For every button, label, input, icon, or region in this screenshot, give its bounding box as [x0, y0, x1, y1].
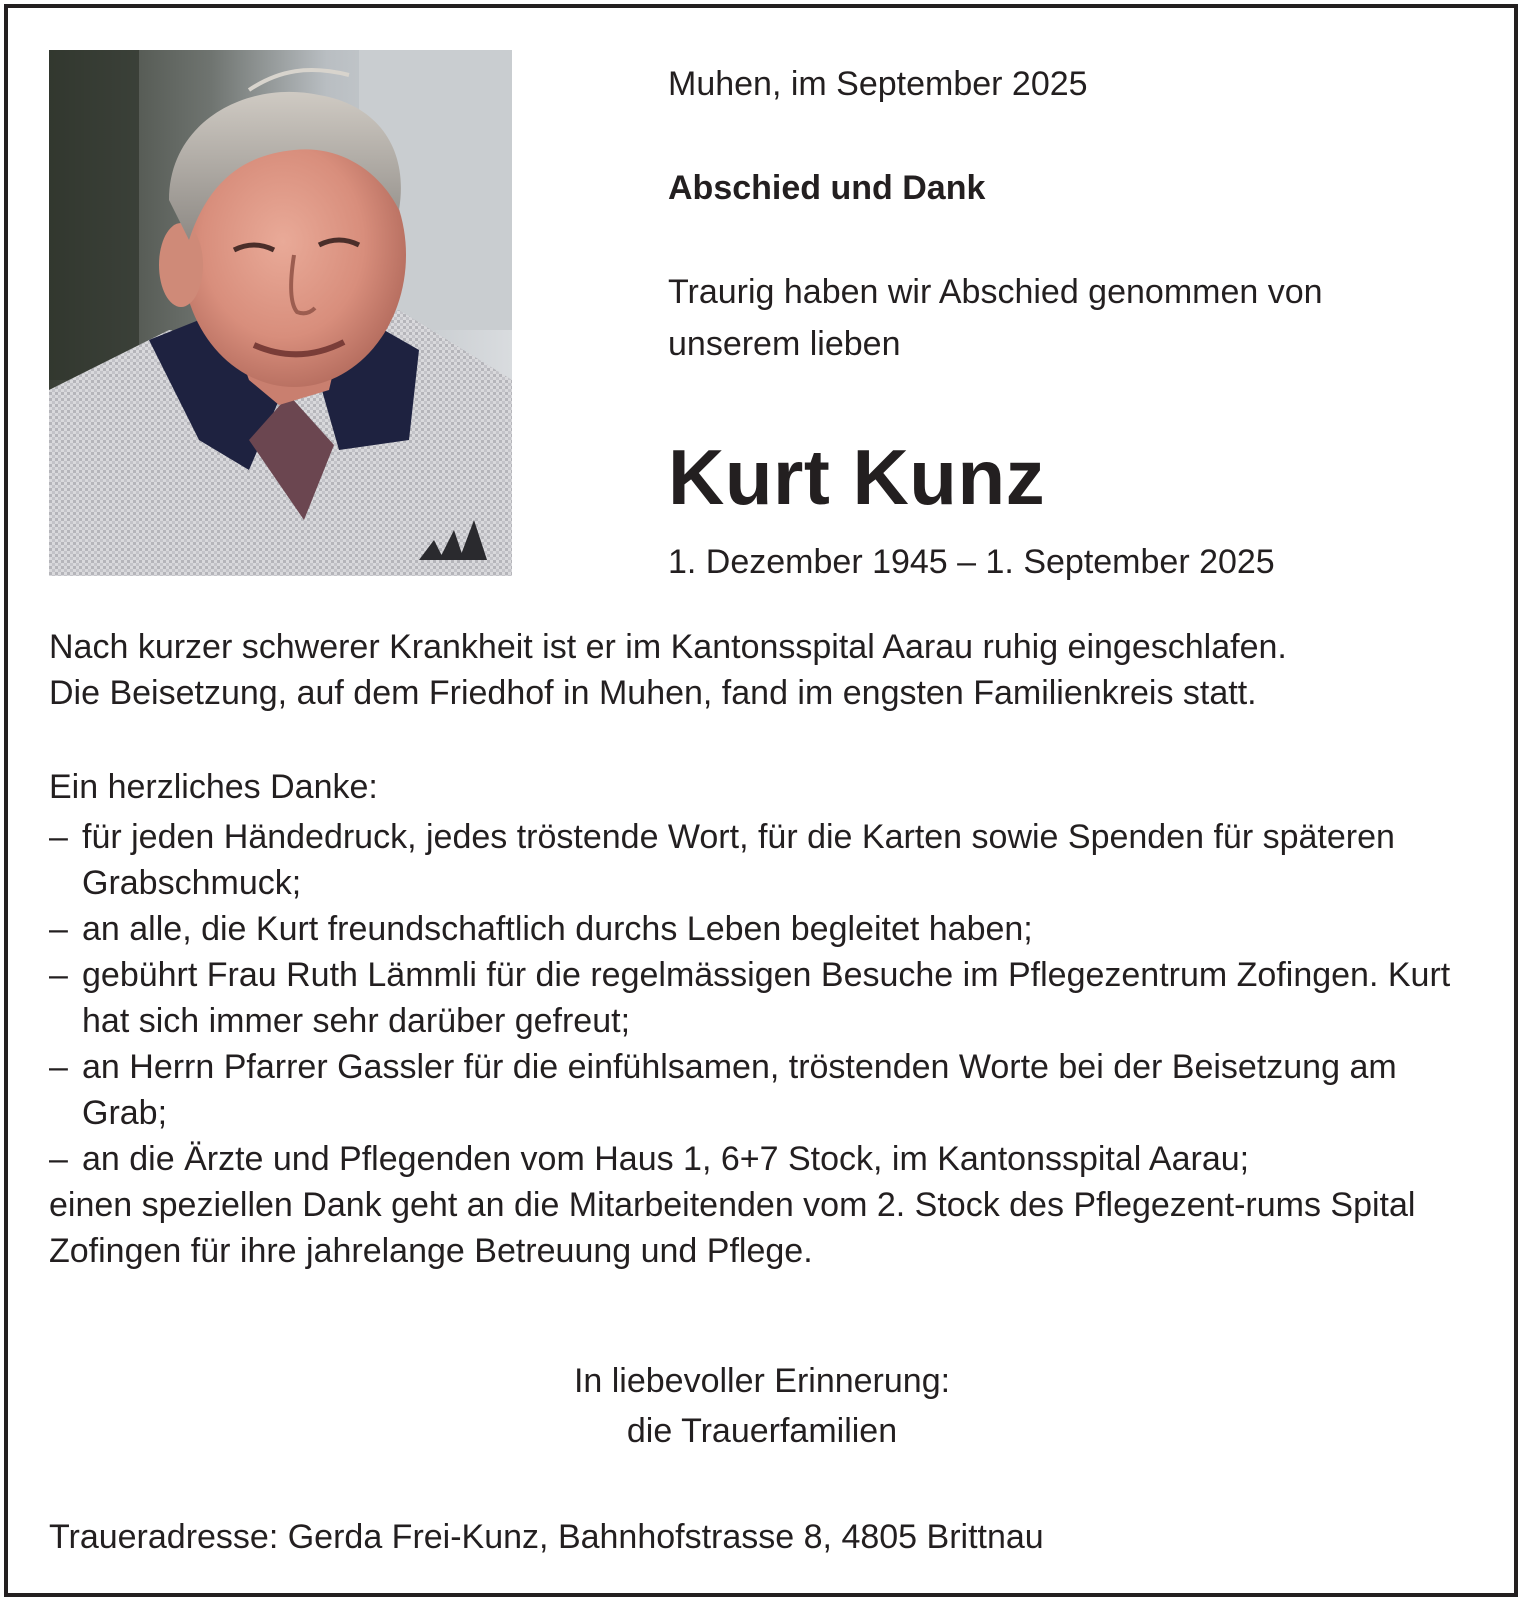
portrait-photo: [49, 50, 512, 576]
list-item: [49, 906, 1489, 952]
dash-marker: –: [49, 818, 68, 856]
closing-text: einen speziellen Dank geht an die Mitarbeitenden vom 2. Stock des Pflegezent-rums Spital Zofingen für ihre jahrelange Betreuung und Pflege.: [49, 1186, 1416, 1270]
notice-body: [49, 624, 1489, 1274]
thanks-item-text: an alle, die Kurt freundschaftlich durchs Leben begleitet haben;: [82, 910, 1033, 948]
notice-heading: Abschied und Dank: [668, 169, 986, 207]
list-item: [49, 814, 1489, 906]
list-item: [49, 952, 1489, 1044]
dash-marker: –: [49, 910, 68, 948]
illness-text: Nach kurzer schwerer Krankheit ist er im Kantonsspital Aarau ruhig eingeschlafen.: [49, 628, 1287, 666]
place-date: Muhen, im September 2025: [668, 65, 1088, 103]
dash-marker: –: [49, 1048, 68, 1086]
memory-block: [0, 1356, 1524, 1456]
thanks-item-text: an die Ärzte und Pflegenden vom Haus 1, 6+7 Stock, im Kantonsspital Aarau;: [82, 1140, 1250, 1178]
deceased-name: Kurt Kunz: [668, 433, 1046, 521]
memory-line: In liebevoller Erinnerung:: [573, 1362, 951, 1400]
thanks-item-text: für jeden Händedruck, jedes tröstende Wort, für die Karten sowie Spenden für späteren Grabschmuck;: [82, 818, 1395, 902]
thanks-item-text: gebührt Frau Ruth Lämmli für die regelmässigen Besuche im Pflegezentrum Zofingen. Kurt hat sich immer sehr darüber gefreut;: [82, 956, 1451, 1040]
thanks-title: Ein herzliches Danke:: [49, 768, 378, 806]
list-item: [49, 1136, 1489, 1182]
notice-header: [668, 58, 1468, 370]
dash-marker: –: [49, 1140, 68, 1178]
life-dates: 1. Dezember 1945 – 1. September 2025: [668, 543, 1275, 581]
mourning-address: Traueradresse: Gerda Frei-Kunz, Bahnhofstrasse 8, 4805 Brittnau: [49, 1518, 1044, 1556]
family-line: die Trauerfamilien: [626, 1412, 898, 1450]
list-item: [49, 1044, 1489, 1136]
thanks-list: [49, 814, 1489, 1182]
burial-text: Die Beisetzung, auf dem Friedhof in Muhen, fand im engsten Familienkreis statt.: [49, 674, 1257, 712]
thanks-item-text: an Herrn Pfarrer Gassler für die einfühlsamen, tröstenden Worte bei der Beisetzung am Grab;: [82, 1048, 1397, 1132]
intro-text: Traurig haben wir Abschied genommen von unserem lieben: [668, 273, 1323, 363]
dash-marker: –: [49, 956, 68, 994]
